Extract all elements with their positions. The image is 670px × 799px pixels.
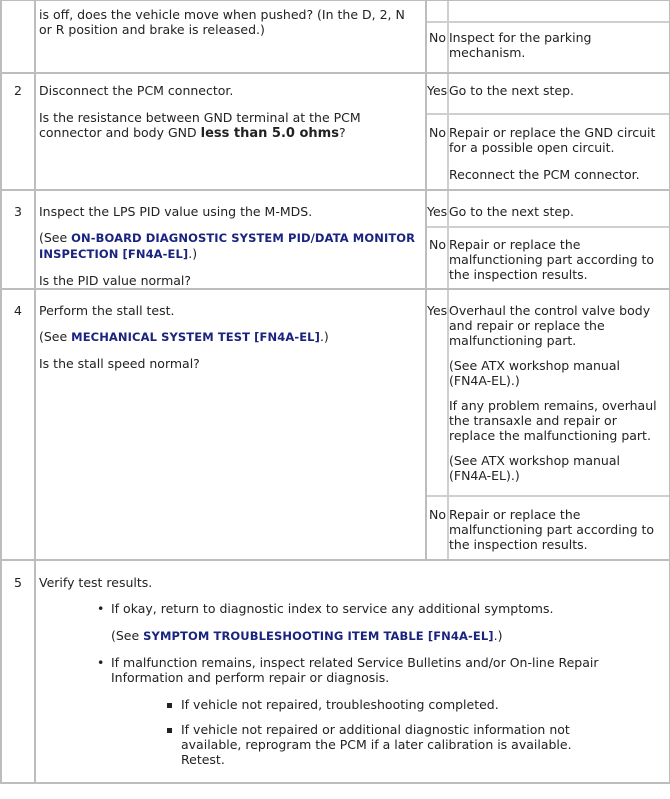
reference-link[interactable]: MECHANICAL SYSTEM TEST [FN4A-EL] [71,330,320,344]
step-number: 4 [1,289,35,560]
result-text: Repair or replace the malfunctioning part according to the inspection results. [448,496,670,560]
action-text: Disconnect the PCM connector. [39,83,234,98]
result-answer: No [426,227,448,289]
list-item: • If okay, return to diagnostic index to service any additional symptoms. [39,601,669,616]
see-reference: (See ON-BOARD DIAGNOSTIC SYSTEM PID/DATA MONITOR INSPECTION [FN4A-EL].) [39,230,416,261]
result-answer: No [426,496,448,560]
action-text: Verify test results. [39,575,153,590]
result-text: Go to the next step. [448,73,670,114]
bullet-list [39,601,669,616]
action-cell [35,190,426,289]
table-row [1,0,670,22]
result-answer [426,0,448,22]
step-number [1,0,35,73]
action-question: Is the PID value normal? [39,273,192,288]
result-answer: Yes [427,204,448,219]
result-text: Overhaul the control valve body and repair or replace the malfunctioning part. (See ATX workshop manual (FN4A-EL).) If any problem remains, overhaul the transaxle and repair or replace the malfunctioning part. (See ATX workshop manual (FN4A-EL).) [448,289,670,496]
action-cell [35,73,426,190]
result-text: Repair or replace the GND circuit for a possible open circuit. Reconnect the PCM connector. [448,114,670,190]
see-reference: (See SYMPTOM TROUBLESHOOTING ITEM TABLE [FN4A-EL].) [111,628,503,643]
action-text: Perform the stall test. [39,303,175,318]
list-item: If vehicle not repaired or additional diagnostic information not available, reprogram the PCM if a later calibration is available. Retest. [39,722,669,767]
action-question: Is the resistance between GND terminal at the PCM connector and body GND less than 5.0 ohms? [39,110,361,141]
step-number: 3 [1,190,35,289]
result-text: Repair or replace the malfunctioning part according to the inspection results. [448,227,670,289]
action-text: Inspect the LPS PID value using the M-MDS. [39,204,313,219]
action-cell [35,560,670,783]
bullet-list [39,655,669,685]
action-question: Is the stall speed normal? [39,356,200,371]
list-item: If vehicle not repaired, troubleshooting completed. [39,697,669,712]
reference-link[interactable]: SYMPTOM TROUBLESHOOTING ITEM TABLE [FN4A-EL] [143,629,494,643]
action-cell [35,0,426,73]
result-text: Go to the next step. [448,190,670,227]
table-row [1,560,670,783]
result-answer: No [426,114,448,190]
result-answer: No [426,22,448,73]
action-cell [35,289,426,560]
action-text: is off, does the vehicle move when pushed? (In the D, 2, N or R position and brake is released.) [39,7,405,37]
result-text: Inspect for the parking mechanism. [448,22,670,73]
result-answer: Yes [427,83,448,98]
list-item: • If malfunction remains, inspect related Service Bulletins and/or On-line Repair Information and perform repair or diagnosis. [39,655,669,685]
table-row [1,289,670,496]
result-text [448,0,670,22]
step-number: 2 [1,73,35,190]
reference-link[interactable]: ON-BOARD DIAGNOSTIC SYSTEM PID/DATA MONITOR INSPECTION [FN4A-EL] [39,231,416,261]
table-row [1,190,670,227]
result-answer: Yes [427,303,448,318]
table-row [1,73,670,114]
sub-bullet-list [39,697,669,767]
step-number: 5 [1,560,35,783]
see-reference: (See MECHANICAL SYSTEM TEST [FN4A-EL].) [39,329,329,344]
